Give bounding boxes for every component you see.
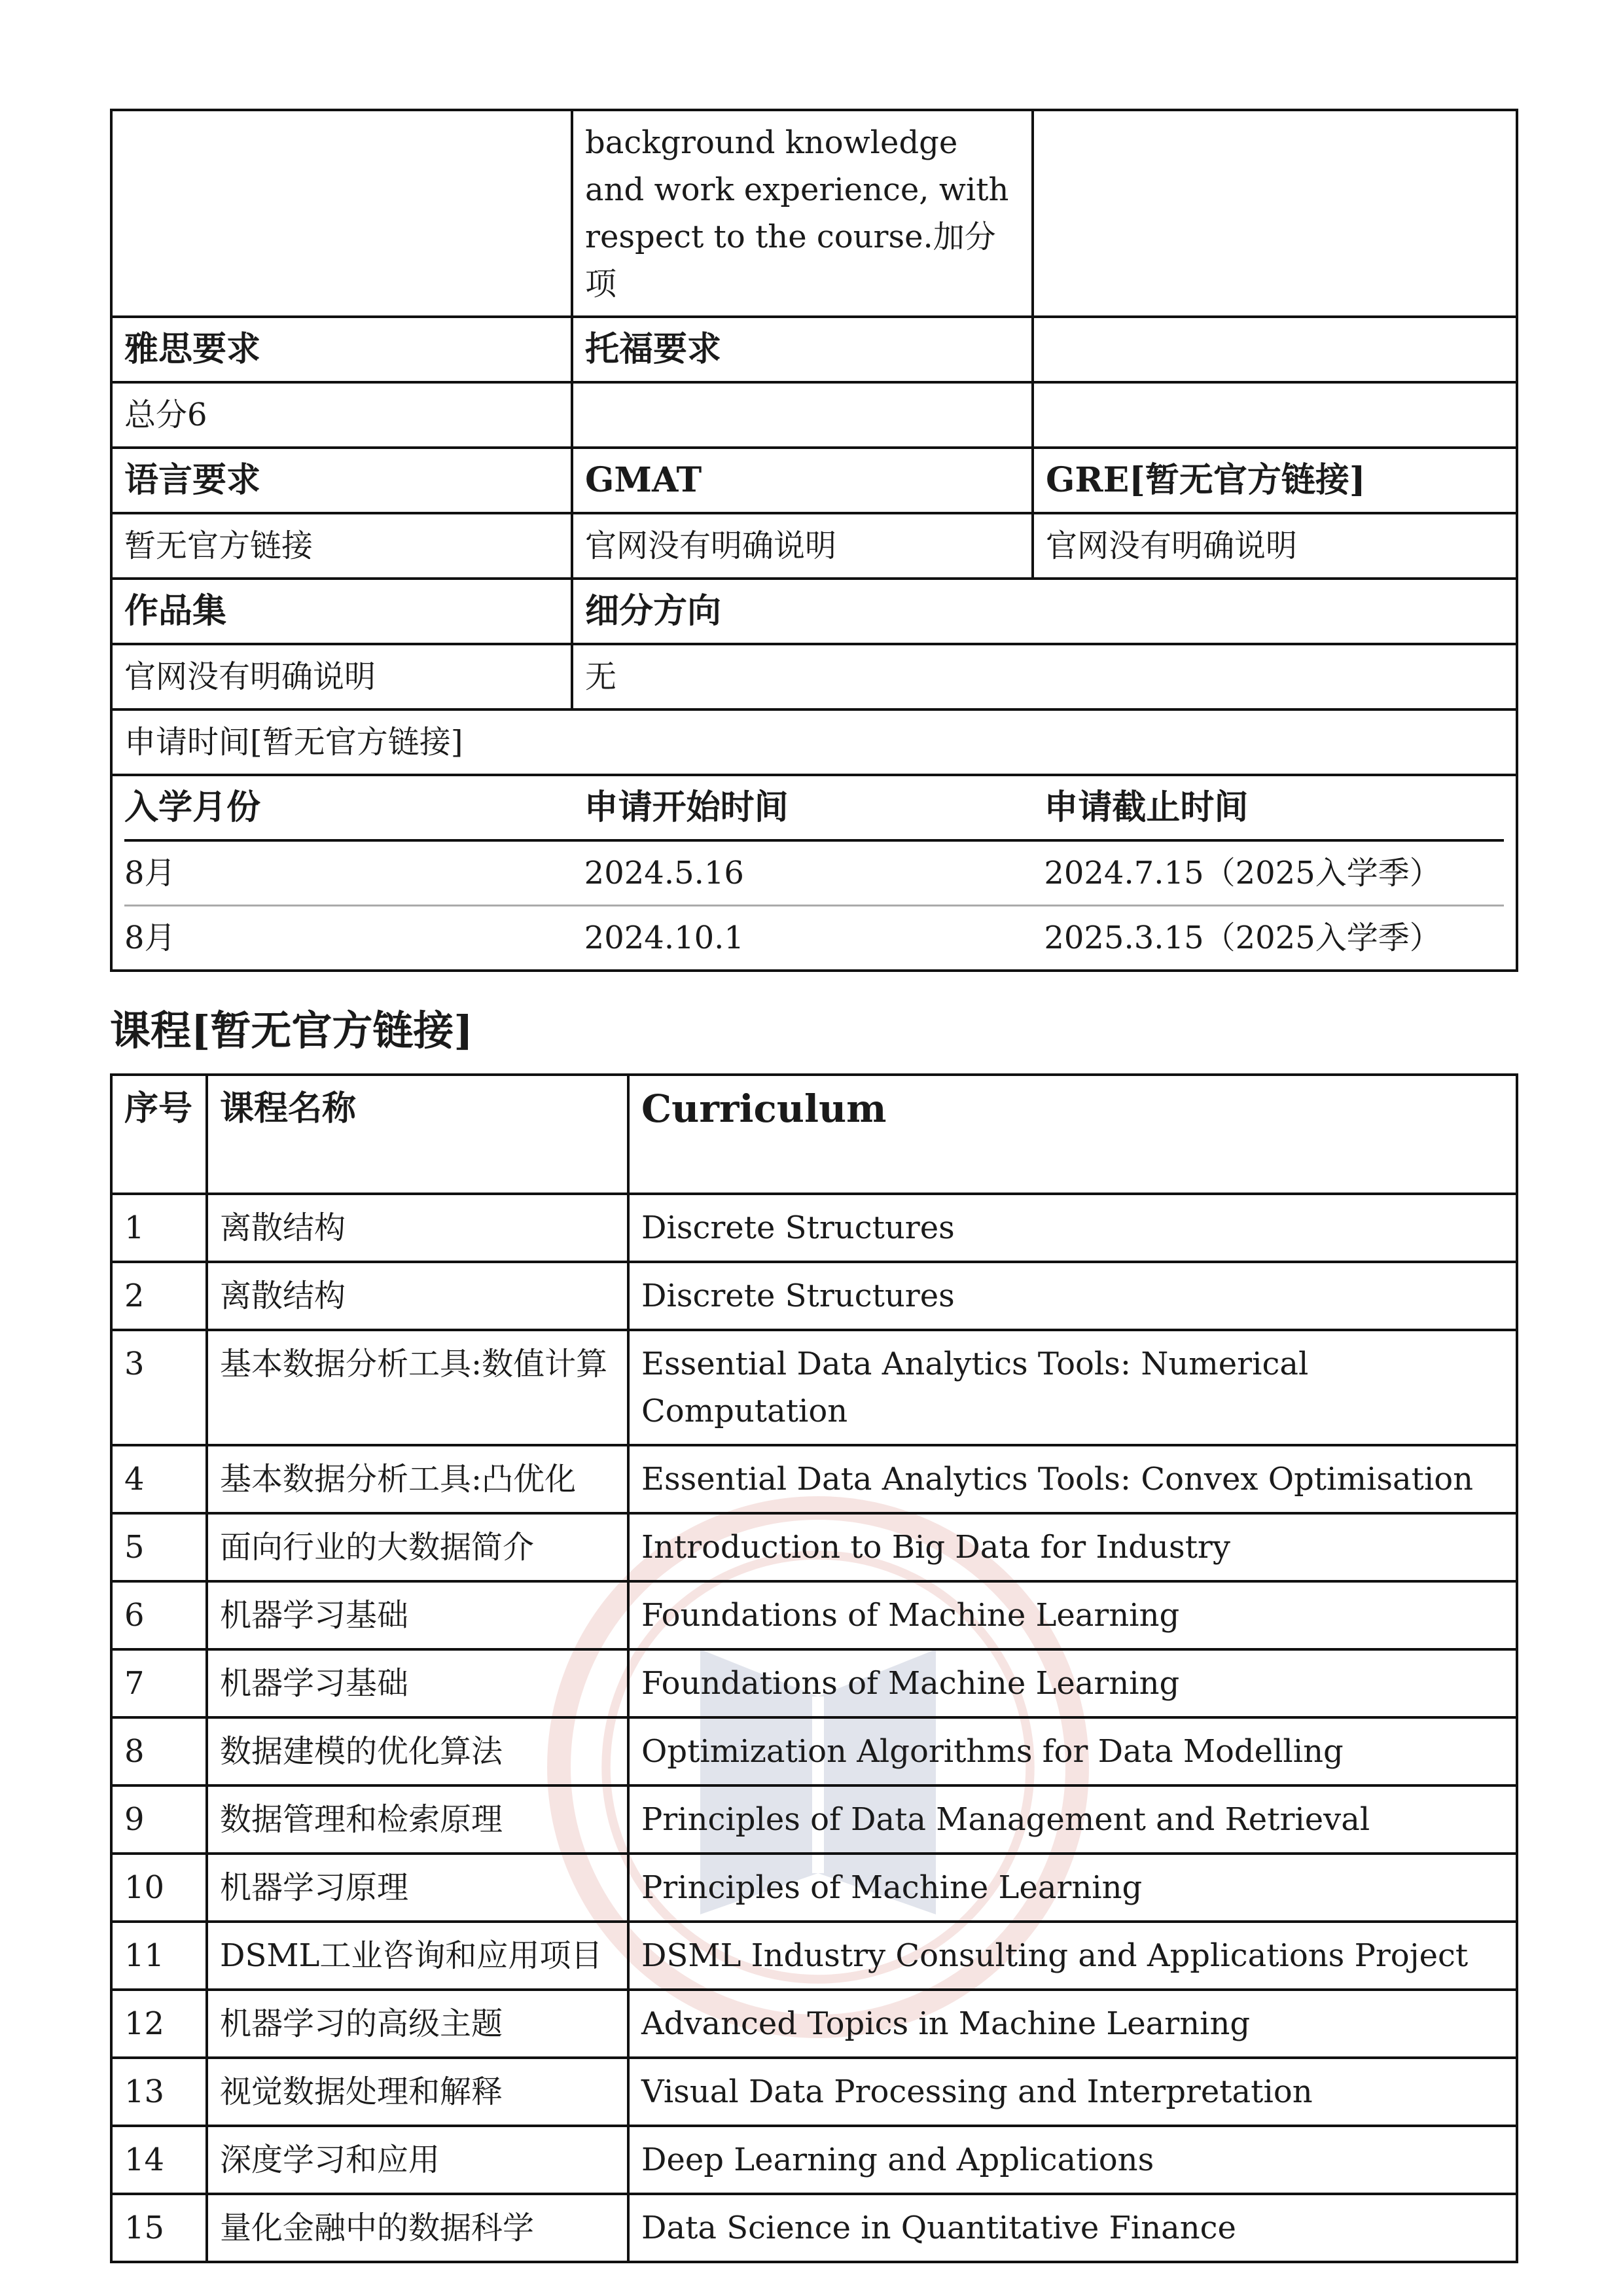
apply-start-header: 申请开始时间 [584,776,1044,840]
course-index: 11 [111,1922,207,1990]
curriculum-name: Discrete Structures [628,1262,1517,1330]
language-value: 暂无官方链接 [111,513,572,579]
curriculum-name: Introduction to Big Data for Industry [628,1513,1517,1581]
course-name: 机器学习的高级主题 [207,1990,628,2058]
gmat-header: GMAT [572,448,1033,513]
table-row [111,1717,1517,1785]
curriculum-name: Data Science in Quantitative Finance [628,2194,1517,2262]
course-index: 3 [111,1330,207,1445]
curriculum-name: DSML Industry Consulting and Applications Project [628,1922,1517,1990]
course-name: 机器学习基础 [207,1581,628,1649]
ielts-header: 雅思要求 [111,317,572,382]
direction-value: 无 [572,644,1517,709]
course-name: 离散结构 [207,1194,628,1262]
table-row [111,1922,1517,1990]
curriculum-name: Visual Data Processing and Interpretation [628,2058,1517,2126]
course-name: 机器学习原理 [207,1854,628,1922]
empty-cell [1033,382,1517,448]
course-name: 基本数据分析工具:凸优化 [207,1445,628,1513]
course-index: 10 [111,1854,207,1922]
apply-time-label: 申请时间[暂无官方链接] [111,709,1517,775]
course-index: 6 [111,1581,207,1649]
intake-month-header: 入学月份 [124,776,584,840]
course-name: 深度学习和应用 [207,2126,628,2194]
course-index: 12 [111,1990,207,2058]
gre-value: 官网没有明确说明 [1033,513,1517,579]
course-name: 机器学习基础 [207,1649,628,1717]
timeline-row [124,906,1504,970]
apply-start: 2024.5.16 [584,840,1044,906]
table-row [111,1262,1517,1330]
course-name: DSML工业咨询和应用项目 [207,1922,628,1990]
course-index: 7 [111,1649,207,1717]
timeline-table [124,776,1504,969]
course-index: 5 [111,1513,207,1581]
table-row [111,1194,1517,1262]
curriculum-header: Curriculum [628,1075,1517,1194]
course-index: 1 [111,1194,207,1262]
table-row [111,1990,1517,2058]
course-index: 8 [111,1717,207,1785]
curriculum-name: Deep Learning and Applications [628,2126,1517,2194]
direction-header: 细分方向 [572,579,1517,644]
apply-deadline-header: 申请截止时间 [1044,776,1504,840]
course-name: 基本数据分析工具:数值计算 [207,1330,628,1445]
table-row [111,1785,1517,1854]
portfolio-header: 作品集 [111,579,572,644]
course-header-row [111,1075,1517,1194]
course-name-header: 课程名称 [207,1075,628,1194]
curriculum-name: Essential Data Analytics Tools: Numerical Computation [628,1330,1517,1445]
gre-header: GRE[暂无官方链接] [1033,448,1517,513]
background-note: background knowledge and work experience, with respect to the course.加分项 [572,110,1033,317]
curriculum-name: Advanced Topics in Machine Learning [628,1990,1517,2058]
intake-month: 8月 [124,840,584,906]
table-row [111,2058,1517,2126]
curriculum-name: Foundations of Machine Learning [628,1649,1517,1717]
language-header: 语言要求 [111,448,572,513]
timeline-row [124,840,1504,906]
course-name: 数据管理和检索原理 [207,1785,628,1854]
toefl-header: 托福要求 [572,317,1033,382]
course-table [110,1073,1518,2263]
toefl-value [572,382,1033,448]
table-row [111,1581,1517,1649]
section-title: 课程[暂无官方链接] [110,1007,473,1054]
curriculum-name: Optimization Algorithms for Data Modelling [628,1717,1517,1785]
portfolio-value: 官网没有明确说明 [111,644,572,709]
table-row [111,1330,1517,1445]
intake-month: 8月 [124,920,176,956]
table-row [111,2126,1517,2194]
empty-cell [1033,110,1517,317]
apply-deadline: 2025.3.15（2025入学季） [1044,920,1441,956]
table-row [111,1445,1517,1513]
course-index: 4 [111,1445,207,1513]
course-name: 视觉数据处理和解释 [207,2058,628,2126]
course-index: 9 [111,1785,207,1854]
apply-deadline: 2024.7.15（2025入学季） [1044,840,1504,906]
curriculum-name: Principles of Data Management and Retrieval [628,1785,1517,1854]
table-row [111,1649,1517,1717]
timeline-cell [111,775,1517,971]
apply-start: 2024.10.1 [584,920,744,956]
curriculum-name: Principles of Machine Learning [628,1854,1517,1922]
course-index: 15 [111,2194,207,2262]
course-name: 数据建模的优化算法 [207,1717,628,1785]
empty-cell [111,110,572,317]
curriculum-name: Foundations of Machine Learning [628,1581,1517,1649]
course-name: 面向行业的大数据简介 [207,1513,628,1581]
course-name: 量化金融中的数据科学 [207,2194,628,2262]
index-header: 序号 [111,1075,207,1194]
table-row [111,2194,1517,2262]
curriculum-name: Discrete Structures [628,1194,1517,1262]
ielts-value: 总分6 [111,382,572,448]
curriculum-name: Essential Data Analytics Tools: Convex Optimisation [628,1445,1517,1513]
requirements-table [110,109,1518,972]
course-index: 13 [111,2058,207,2126]
timeline-header-row [124,776,1504,840]
table-row [111,1513,1517,1581]
gmat-value: 官网没有明确说明 [572,513,1033,579]
course-index: 14 [111,2126,207,2194]
table-row [111,1854,1517,1922]
course-index: 2 [111,1262,207,1330]
course-name: 离散结构 [207,1262,628,1330]
empty-cell [1033,317,1517,382]
